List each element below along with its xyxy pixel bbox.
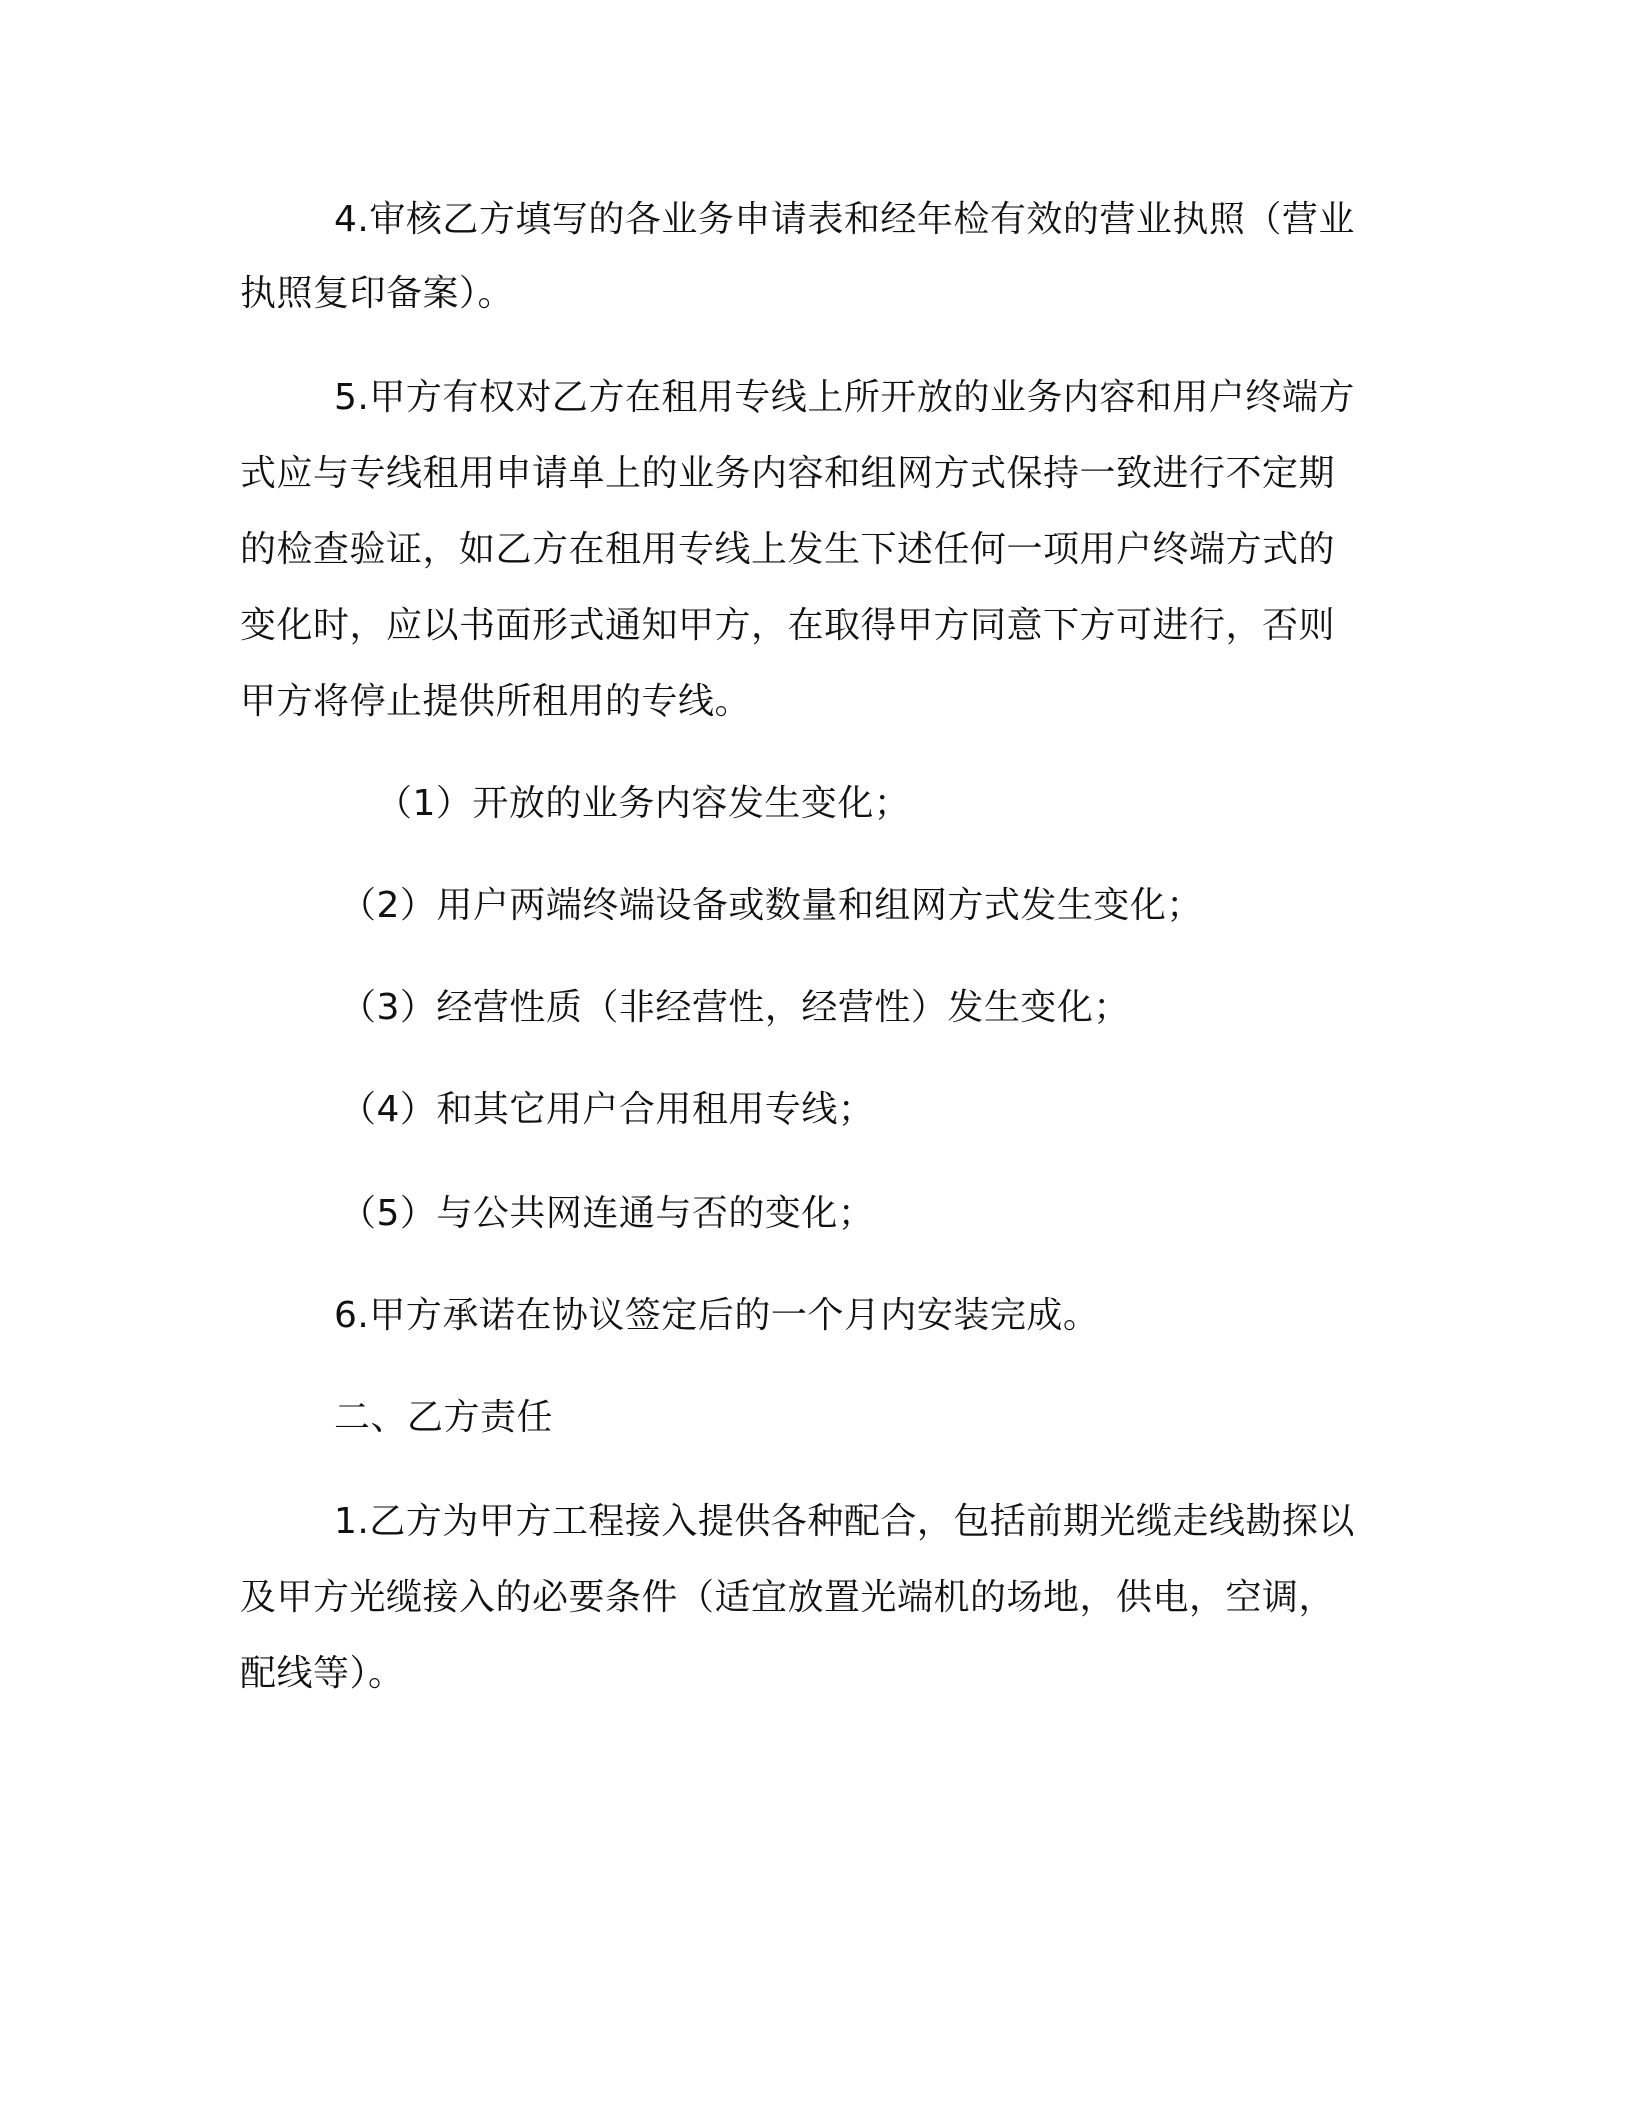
- section-2-paragraph-1-line-3: 配线等）。: [240, 1653, 405, 1694]
- list-item: （1）开放的业务内容发生变化；: [376, 783, 911, 824]
- paragraph-4-line-2: 执照复印备案）。: [240, 273, 515, 314]
- paragraph-5-line-1: 5.甲方有权对乙方在租用专线上所开放的业务内容和用户终端方: [334, 377, 1355, 418]
- paragraph-6: 6.甲方承诺在协议签定后的一个月内安装完成。: [334, 1295, 1100, 1336]
- list-item: （3）经营性质（非经营性，经营性）发生变化；: [340, 987, 1130, 1028]
- paragraph-5-line-5: 甲方将停止提供所租用的专线。: [240, 681, 752, 722]
- list-item: （2）用户两端终端设备或数量和组网方式发生变化；: [340, 885, 1203, 926]
- section-heading: 二、乙方责任: [334, 1397, 554, 1438]
- list-item: （4）和其它用户合用租用专线；: [340, 1089, 875, 1130]
- paragraph-5-line-2: 式应与专线租用申请单上的业务内容和组网方式保持一致进行不定期: [240, 453, 1336, 494]
- paragraph-5-line-4: 变化时，应以书面形式通知甲方，在取得甲方同意下方可进行，否则: [240, 605, 1336, 646]
- paragraph-4-line-1: 4.审核乙方填写的各业务申请表和经年检有效的营业执照（营业: [334, 199, 1355, 240]
- paragraph-5-line-3: 的检查验证，如乙方在租用专线上发生下述任何一项用户终端方式的: [240, 529, 1336, 570]
- list-item: （5）与公共网连通与否的变化；: [340, 1193, 875, 1234]
- section-2-paragraph-1-line-1: 1.乙方为甲方工程接入提供各种配合，包括前期光缆走线勘探以: [334, 1501, 1355, 1542]
- section-2-paragraph-1-line-2: 及甲方光缆接入的必要条件（适宜放置光端机的场地，供电，空调，: [240, 1577, 1336, 1618]
